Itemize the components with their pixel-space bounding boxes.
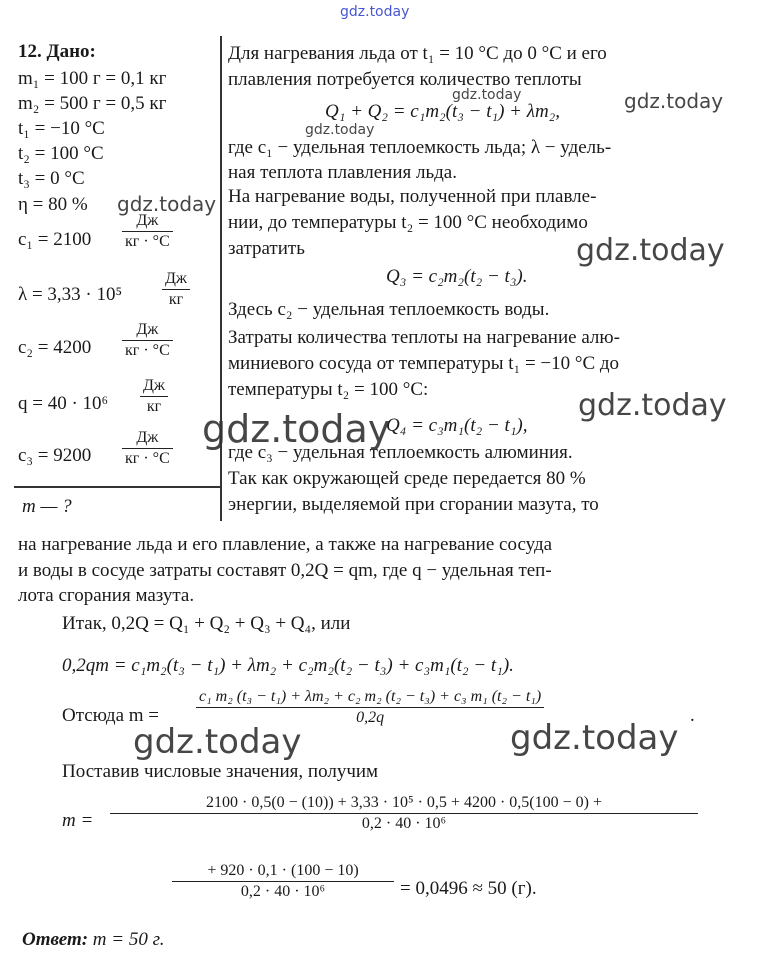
watermark: gdz.today [578, 388, 727, 423]
watermark: gdz.today [624, 89, 724, 113]
formula-q4: Q₄ = c₃m₁(t₂ − t₁), [386, 415, 528, 436]
solution-line: Здесь c₂ − удельная теплоемкость воды. [228, 299, 550, 320]
formula-heat-balance: 0,2qm = c₁m₂(t₃ − t₁) + λm₂ + c₂m₂(t₂ − t₃) + c₃m₁(t₂ − t₁). [62, 655, 514, 676]
unit-num: Дж [136, 321, 159, 338]
unit-num: Дж [136, 212, 159, 229]
given-c3: c₃ = 9200 [18, 445, 92, 466]
solution-line: где c₃ − удельная теплоемкость алюминия. [228, 442, 573, 463]
solution-line: Итак, 0,2Q = Q₁ + Q₂ + Q₃ + Q₄, или [62, 613, 351, 634]
given-c2: c₂ = 4200 [18, 337, 92, 358]
unit-den: кг [168, 291, 184, 308]
otsyuda-label: Отсюда m = [62, 705, 160, 726]
watermark: gdz.today [117, 192, 217, 216]
formula-numeric-2-num: + 920 · 0,1 · (100 − 10) [207, 862, 359, 879]
answer [22, 928, 165, 952]
unit-den: кг · °C [125, 450, 170, 467]
formula-q3: Q₃ = c₂m₂(t₂ − t₃). [386, 266, 528, 287]
solution-line: Поставив числовые значения, получим [62, 761, 379, 782]
given-lambda: λ = 3,33 · 10⁵ [18, 284, 123, 305]
solution-line: миниевого сосуда от температуры t₁ = −10 °C до [228, 353, 620, 374]
solution-line: где c₁ − удельная теплоемкость льда; λ − удель- [228, 137, 612, 158]
solution-line: Затраты количества теплоты на нагревание алю- [228, 327, 620, 348]
solution-line: Так как окружающей среде передается 80 % [228, 468, 586, 489]
unit-den: кг · °C [125, 342, 170, 359]
m-equals: m = [62, 810, 94, 831]
given-c1: c₁ = 2100 [18, 229, 92, 250]
watermark-top: gdz.today [340, 4, 410, 20]
solution-line: и воды в сосуде затраты составят 0,2Q = qm, где q − удельная теп- [18, 560, 552, 581]
watermark: gdz.today [452, 87, 522, 103]
formula-numeric-1 [110, 794, 698, 833]
watermark: gdz.today [305, 122, 375, 138]
unit-num: Дж [143, 377, 165, 394]
unit-num: Дж [136, 429, 159, 446]
solution-line: на нагревание льда и его плавление, а также на нагревание сосуда [18, 534, 553, 555]
solution-line: энергии, выделяемой при сгорании мазута, то [228, 494, 599, 515]
unit-num: Дж [165, 270, 187, 287]
solution-line: плавления потребуется количество теплоты [228, 69, 582, 90]
formula-numeric-2 [172, 862, 394, 901]
given-t1: t₁ = −10 °C [18, 118, 105, 139]
answer-value: m = 50 г. [92, 929, 165, 950]
watermark: gdz.today [133, 722, 302, 762]
formula-mass-dot: . [690, 705, 695, 726]
unit-c3 [122, 429, 173, 468]
unit-den: кг · °C [125, 233, 170, 250]
formula-numeric-2-den: 0,2 · 40 · 10⁶ [240, 883, 326, 900]
unit-den: кг [146, 398, 162, 415]
given-m2: m₂ = 500 г = 0,5 кг [18, 93, 167, 114]
given-m1: m₁ = 100 г = 0,1 кг [18, 68, 167, 89]
formula-mass-num: c₁ m₂ (t₃ − t₁) + λm₂ + c₂ m₂ (t₂ − t₃) + c₃ m₁ (t₂ − t₁) [199, 688, 542, 705]
formula-result: = 0,0496 ≈ 50 (г). [400, 878, 537, 899]
given-q: q = 40 · 10⁶ [18, 393, 109, 414]
given-divider [14, 486, 220, 488]
given-t3: t₃ = 0 °C [18, 168, 85, 189]
unit-lambda [162, 270, 190, 309]
given-t2: t₂ = 100 °C [18, 143, 104, 164]
watermark: gdz.today [510, 718, 679, 758]
answer-label: Ответ: [22, 929, 89, 950]
given-eta: η = 80 % [18, 194, 88, 215]
solution-line: На нагревание воды, полученной при плавле- [228, 186, 597, 207]
formula-numeric-1-den: 0,2 · 40 · 10⁶ [361, 815, 447, 832]
formula-mass-den: 0,2q [356, 709, 385, 726]
solution-line: лота сгорания мазута. [18, 585, 195, 606]
solution-line: ная теплота плавления льда. [228, 162, 457, 183]
solution-line: температуры t₂ = 100 °C: [228, 379, 429, 400]
watermark: gdz.today [202, 407, 391, 451]
solution-line: затратить [228, 238, 305, 259]
unit-c1 [122, 212, 173, 251]
problem-heading: 12. Дано: [18, 41, 96, 62]
given-find: m — ? [22, 496, 72, 517]
watermark: gdz.today [576, 233, 725, 268]
solution-line: нии, до температуры t₂ = 100 °C необходимо [228, 212, 588, 233]
unit-q [140, 377, 168, 416]
formula-q1q2: Q₁ + Q₂ = c₁m₂(t₃ − t₁) + λm₂, [325, 101, 561, 122]
solution-line: Для нагревания льда от t₁ = 10 °C до 0 °C и его [228, 43, 607, 64]
formula-numeric-1-num: 2100 · 0,5(0 − (10)) + 3,33 · 10⁵ · 0,5 + 4200 · 0,5(100 − 0) + [206, 794, 602, 811]
unit-c2 [122, 321, 173, 360]
